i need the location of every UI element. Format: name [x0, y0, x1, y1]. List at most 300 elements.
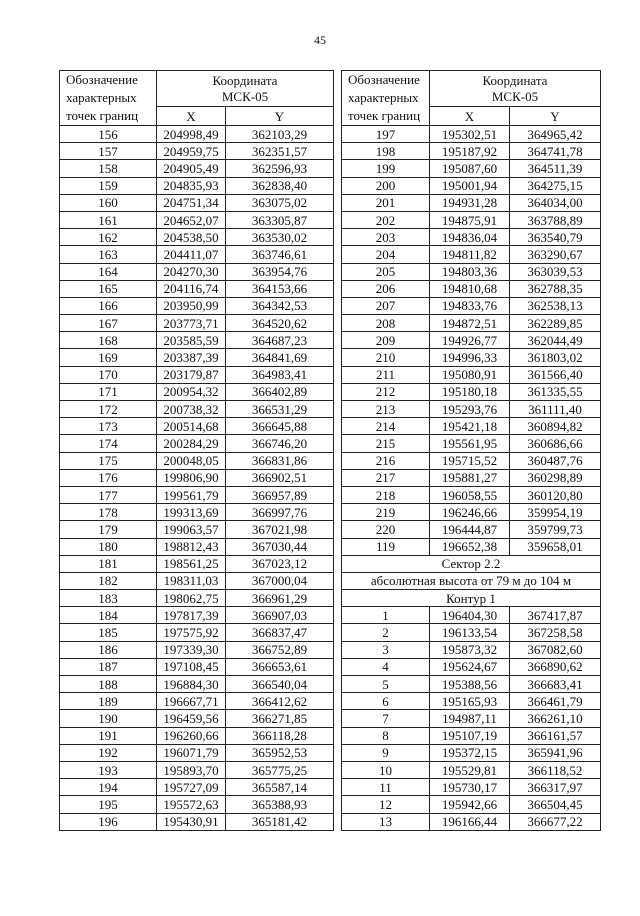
point-number: 169: [60, 349, 157, 366]
table-row: [342, 280, 601, 297]
table-row: [60, 504, 334, 521]
table-row: [60, 177, 334, 194]
table-row: [60, 349, 334, 366]
y-coordinate: 366461,79: [510, 693, 601, 710]
x-coordinate: 196071,79: [157, 744, 226, 761]
point-number: 208: [342, 315, 430, 332]
table-row: [60, 590, 334, 607]
table-row: [342, 126, 601, 143]
x-coordinate: 200738,32: [157, 401, 226, 418]
point-number: 206: [342, 280, 430, 297]
x-coordinate: 195881,27: [430, 469, 510, 486]
header-point-label: Обозначение характерных точек границ: [60, 71, 157, 126]
point-number: 186: [60, 641, 157, 658]
y-coordinate: 367000,04: [226, 572, 334, 589]
table-row: [60, 813, 334, 830]
point-number: 217: [342, 469, 430, 486]
point-number: 9: [342, 744, 430, 761]
x-coordinate: 198812,43: [157, 538, 226, 555]
table-row: [60, 469, 334, 486]
x-coordinate: 195302,51: [430, 126, 510, 143]
x-coordinate: 204959,75: [157, 143, 226, 160]
table-row: [60, 126, 334, 143]
table-row: [342, 710, 601, 727]
point-number: 218: [342, 486, 430, 503]
point-number: 182: [60, 572, 157, 589]
y-coordinate: 363746,61: [226, 246, 334, 263]
x-coordinate: 194875,91: [430, 211, 510, 228]
x-coordinate: 195942,66: [430, 796, 510, 813]
point-number: 180: [60, 538, 157, 555]
table-row: [60, 710, 334, 727]
table-row: [342, 435, 601, 452]
point-number: 198: [342, 143, 430, 160]
y-coordinate: 362838,40: [226, 177, 334, 194]
y-coordinate: 364841,69: [226, 349, 334, 366]
table-row: [342, 658, 601, 675]
x-coordinate: 194931,28: [430, 194, 510, 211]
point-number: 175: [60, 452, 157, 469]
y-coordinate: 364741,78: [510, 143, 601, 160]
x-coordinate: 198311,03: [157, 572, 226, 589]
point-number: 207: [342, 297, 430, 314]
table-row: [342, 452, 601, 469]
x-coordinate: 196459,56: [157, 710, 226, 727]
x-coordinate: 195180,18: [430, 383, 510, 400]
y-coordinate: 367023,12: [226, 555, 334, 572]
table-row: [342, 744, 601, 761]
x-coordinate: 200514,68: [157, 418, 226, 435]
point-number: 191: [60, 727, 157, 744]
y-coordinate: 366746,20: [226, 435, 334, 452]
y-coordinate: 366271,85: [226, 710, 334, 727]
y-coordinate: 363540,79: [510, 229, 601, 246]
point-number: 179: [60, 521, 157, 538]
point-number: 214: [342, 418, 430, 435]
table-row: [60, 761, 334, 778]
x-coordinate: 195873,32: [430, 641, 510, 658]
table-row: [60, 297, 334, 314]
y-coordinate: 361111,40: [510, 401, 601, 418]
point-number: 12: [342, 796, 430, 813]
y-coordinate: 367417,87: [510, 607, 601, 624]
y-coordinate: 366890,62: [510, 658, 601, 675]
y-coordinate: 362788,35: [510, 280, 601, 297]
x-coordinate: 199063,57: [157, 521, 226, 538]
x-coordinate: 195430,91: [157, 813, 226, 830]
y-coordinate: 362596,93: [226, 160, 334, 177]
x-coordinate: 203179,87: [157, 366, 226, 383]
header-coordinate: Координата МСК-05: [157, 71, 334, 107]
y-coordinate: 364153,66: [226, 280, 334, 297]
y-coordinate: 366540,04: [226, 676, 334, 693]
x-coordinate: 196246,66: [430, 504, 510, 521]
y-coordinate: 366317,97: [510, 779, 601, 796]
x-coordinate: 196260,66: [157, 727, 226, 744]
x-coordinate: 196444,87: [430, 521, 510, 538]
y-coordinate: 359799,73: [510, 521, 601, 538]
x-coordinate: 195715,52: [430, 452, 510, 469]
section-title: Сектор 2.2: [342, 555, 601, 572]
point-number: 161: [60, 211, 157, 228]
y-coordinate: 361566,40: [510, 366, 601, 383]
x-coordinate: 195727,09: [157, 779, 226, 796]
table-row: [342, 211, 601, 228]
table-row: [60, 366, 334, 383]
x-coordinate: 195372,15: [430, 744, 510, 761]
x-coordinate: 195087,60: [430, 160, 510, 177]
point-number: 2: [342, 624, 430, 641]
x-coordinate: 195893,70: [157, 761, 226, 778]
point-number: 178: [60, 504, 157, 521]
table-row: [60, 418, 334, 435]
table-row: [60, 246, 334, 263]
point-number: 212: [342, 383, 430, 400]
point-number: 185: [60, 624, 157, 641]
table-row: [342, 504, 601, 521]
point-number: 1: [342, 607, 430, 624]
x-coordinate: 194810,68: [430, 280, 510, 297]
point-number: 6: [342, 693, 430, 710]
y-coordinate: 363530,02: [226, 229, 334, 246]
table-row: [342, 263, 601, 280]
x-coordinate: 197817,39: [157, 607, 226, 624]
x-coordinate: 195293,76: [430, 401, 510, 418]
x-coordinate: 194872,51: [430, 315, 510, 332]
y-coordinate: 366837,47: [226, 624, 334, 641]
x-coordinate: 195529,81: [430, 761, 510, 778]
x-coordinate: 204905,49: [157, 160, 226, 177]
header-coordinate: Координата МСК-05: [430, 71, 601, 107]
header-y: Y: [510, 107, 601, 126]
point-number: 204: [342, 246, 430, 263]
point-number: 220: [342, 521, 430, 538]
x-coordinate: 200954,32: [157, 383, 226, 400]
y-coordinate: 364342,53: [226, 297, 334, 314]
page-number: 45: [314, 33, 326, 47]
x-coordinate: 199561,79: [157, 486, 226, 503]
x-coordinate: 194833,76: [430, 297, 510, 314]
y-coordinate: 366907,03: [226, 607, 334, 624]
y-coordinate: 364965,42: [510, 126, 601, 143]
x-coordinate: 194926,77: [430, 332, 510, 349]
y-coordinate: 366752,89: [226, 641, 334, 658]
y-coordinate: 366531,29: [226, 401, 334, 418]
point-number: 213: [342, 401, 430, 418]
y-coordinate: 359658,01: [510, 538, 601, 555]
header-x: X: [430, 107, 510, 126]
y-coordinate: 363305,87: [226, 211, 334, 228]
y-coordinate: 361803,02: [510, 349, 601, 366]
table-row: [342, 194, 601, 211]
table-row: [60, 641, 334, 658]
table-row: [342, 401, 601, 418]
y-coordinate: 365941,96: [510, 744, 601, 761]
point-number: 211: [342, 366, 430, 383]
x-coordinate: 197575,92: [157, 624, 226, 641]
point-number: 170: [60, 366, 157, 383]
point-number: 5: [342, 676, 430, 693]
point-number: 205: [342, 263, 430, 280]
y-coordinate: 366402,89: [226, 383, 334, 400]
table-row: [60, 796, 334, 813]
point-number: 168: [60, 332, 157, 349]
table-row: [60, 332, 334, 349]
x-coordinate: 204116,74: [157, 280, 226, 297]
y-coordinate: 363039,53: [510, 263, 601, 280]
x-coordinate: 194987,11: [430, 710, 510, 727]
x-coordinate: 197108,45: [157, 658, 226, 675]
x-coordinate: 195080,91: [430, 366, 510, 383]
table-row: [342, 779, 601, 796]
point-number: 176: [60, 469, 157, 486]
table-row: [60, 572, 334, 589]
y-coordinate: 365388,93: [226, 796, 334, 813]
x-coordinate: 195388,56: [430, 676, 510, 693]
point-number: 192: [60, 744, 157, 761]
y-coordinate: 362538,13: [510, 297, 601, 314]
y-coordinate: 366961,29: [226, 590, 334, 607]
x-coordinate: 203950,99: [157, 297, 226, 314]
y-coordinate: 366118,28: [226, 727, 334, 744]
table-row: [60, 521, 334, 538]
y-coordinate: 367082,60: [510, 641, 601, 658]
point-number: 181: [60, 555, 157, 572]
x-coordinate: 199313,69: [157, 504, 226, 521]
table-row: [60, 607, 334, 624]
y-coordinate: 362289,85: [510, 315, 601, 332]
y-coordinate: 364275,15: [510, 177, 601, 194]
point-number: 196: [60, 813, 157, 830]
table-row: [60, 744, 334, 761]
point-number: 163: [60, 246, 157, 263]
x-coordinate: 204538,50: [157, 229, 226, 246]
table-row: [60, 452, 334, 469]
x-coordinate: 195107,19: [430, 727, 510, 744]
y-coordinate: 360894,82: [510, 418, 601, 435]
point-number: 8: [342, 727, 430, 744]
point-number: 164: [60, 263, 157, 280]
point-number: 190: [60, 710, 157, 727]
point-number: 171: [60, 383, 157, 400]
x-coordinate: 203773,71: [157, 315, 226, 332]
x-coordinate: 204835,93: [157, 177, 226, 194]
table-row: [60, 315, 334, 332]
point-number: 184: [60, 607, 157, 624]
x-coordinate: 203387,39: [157, 349, 226, 366]
table-row: [342, 246, 601, 263]
table-row: [342, 332, 601, 349]
header-x: X: [157, 107, 226, 126]
y-coordinate: 363075,02: [226, 194, 334, 211]
x-coordinate: 194811,82: [430, 246, 510, 263]
table-row: [342, 315, 601, 332]
coordinates-table-right: [341, 70, 601, 831]
x-coordinate: 195187,92: [430, 143, 510, 160]
header-point-label: Обозначение характерных точек границ: [342, 71, 430, 126]
x-coordinate: 198561,25: [157, 555, 226, 572]
y-coordinate: 366118,52: [510, 761, 601, 778]
table-row: [342, 486, 601, 503]
y-coordinate: 366412,62: [226, 693, 334, 710]
y-coordinate: 364983,41: [226, 366, 334, 383]
point-number: 215: [342, 435, 430, 452]
point-number: 173: [60, 418, 157, 435]
point-number: 11: [342, 779, 430, 796]
point-number: 13: [342, 813, 430, 830]
y-coordinate: 366653,61: [226, 658, 334, 675]
y-coordinate: 362351,57: [226, 143, 334, 160]
x-coordinate: 200284,29: [157, 435, 226, 452]
table-row: [342, 469, 601, 486]
table-row: [60, 229, 334, 246]
x-coordinate: 194996,33: [430, 349, 510, 366]
contour-title: Контур 1: [342, 590, 601, 607]
point-number: 157: [60, 143, 157, 160]
x-coordinate: 195730,17: [430, 779, 510, 796]
point-number: 4: [342, 658, 430, 675]
x-coordinate: 194803,36: [430, 263, 510, 280]
point-number: 177: [60, 486, 157, 503]
coordinates-table-left: [59, 70, 334, 831]
point-number: 165: [60, 280, 157, 297]
table-row: [60, 658, 334, 675]
table-row: [342, 693, 601, 710]
point-number: 216: [342, 452, 430, 469]
y-coordinate: 360487,76: [510, 452, 601, 469]
y-coordinate: 367258,58: [510, 624, 601, 641]
point-number: 167: [60, 315, 157, 332]
y-coordinate: 366645,88: [226, 418, 334, 435]
point-number: 3: [342, 641, 430, 658]
y-coordinate: 366902,51: [226, 469, 334, 486]
x-coordinate: 198062,75: [157, 590, 226, 607]
table-row: [342, 418, 601, 435]
x-coordinate: 196652,38: [430, 538, 510, 555]
point-number: 166: [60, 297, 157, 314]
point-number: 209: [342, 332, 430, 349]
point-number: 158: [60, 160, 157, 177]
table-row: [60, 435, 334, 452]
point-number: 194: [60, 779, 157, 796]
table-row: [342, 177, 601, 194]
point-number: 203: [342, 229, 430, 246]
x-coordinate: 195165,93: [430, 693, 510, 710]
x-coordinate: 196058,55: [430, 486, 510, 503]
point-number: 183: [60, 590, 157, 607]
table-row: [342, 624, 601, 641]
section-altitude: абсолютная высота от 79 м до 104 м: [342, 572, 601, 589]
x-coordinate: 195421,18: [430, 418, 510, 435]
point-number: 189: [60, 693, 157, 710]
table-row: [60, 779, 334, 796]
point-number: 119: [342, 538, 430, 555]
point-number: 7: [342, 710, 430, 727]
y-coordinate: 366261,10: [510, 710, 601, 727]
table-row: [342, 349, 601, 366]
x-coordinate: 204270,30: [157, 263, 226, 280]
point-number: 193: [60, 761, 157, 778]
table-row: [60, 693, 334, 710]
x-coordinate: 204652,07: [157, 211, 226, 228]
table-row: [342, 538, 601, 555]
table-row: [342, 143, 601, 160]
y-coordinate: 363290,67: [510, 246, 601, 263]
table-row: [342, 383, 601, 400]
table-row: [342, 796, 601, 813]
y-coordinate: 361335,55: [510, 383, 601, 400]
x-coordinate: 195624,67: [430, 658, 510, 675]
x-coordinate: 196667,71: [157, 693, 226, 710]
point-number: 10: [342, 761, 430, 778]
y-coordinate: 360298,89: [510, 469, 601, 486]
header-y: Y: [226, 107, 334, 126]
x-coordinate: 195001,94: [430, 177, 510, 194]
x-coordinate: 194836,04: [430, 229, 510, 246]
y-coordinate: 363954,76: [226, 263, 334, 280]
x-coordinate: 197339,30: [157, 641, 226, 658]
y-coordinate: 367030,44: [226, 538, 334, 555]
y-coordinate: 360686,66: [510, 435, 601, 452]
y-coordinate: 366677,22: [510, 813, 601, 830]
table-row: [60, 538, 334, 555]
y-coordinate: 364687,23: [226, 332, 334, 349]
table-row: [60, 280, 334, 297]
table-row: [342, 761, 601, 778]
y-coordinate: 362044,49: [510, 332, 601, 349]
table-row: [60, 194, 334, 211]
table-row: [60, 486, 334, 503]
x-coordinate: 196404,30: [430, 607, 510, 624]
table-row: [60, 160, 334, 177]
y-coordinate: 366831,86: [226, 452, 334, 469]
table-row: [342, 521, 601, 538]
y-coordinate: 365181,42: [226, 813, 334, 830]
x-coordinate: 203585,59: [157, 332, 226, 349]
table-row: [60, 624, 334, 641]
y-coordinate: 365952,53: [226, 744, 334, 761]
y-coordinate: 360120,80: [510, 486, 601, 503]
y-coordinate: 366957,89: [226, 486, 334, 503]
table-row: [342, 727, 601, 744]
x-coordinate: 199806,90: [157, 469, 226, 486]
x-coordinate: 196166,44: [430, 813, 510, 830]
table-row: [342, 641, 601, 658]
table-row: [60, 676, 334, 693]
point-number: 219: [342, 504, 430, 521]
x-coordinate: 196884,30: [157, 676, 226, 693]
y-coordinate: 366161,57: [510, 727, 601, 744]
y-coordinate: 364520,62: [226, 315, 334, 332]
y-coordinate: 363788,89: [510, 211, 601, 228]
x-coordinate: 200048,05: [157, 452, 226, 469]
y-coordinate: 366997,76: [226, 504, 334, 521]
y-coordinate: 365775,25: [226, 761, 334, 778]
x-coordinate: 196133,54: [430, 624, 510, 641]
table-row: [342, 297, 601, 314]
point-number: 200: [342, 177, 430, 194]
point-number: 199: [342, 160, 430, 177]
y-coordinate: 362103,29: [226, 126, 334, 143]
table-row: [60, 401, 334, 418]
point-number: 188: [60, 676, 157, 693]
table-row: [60, 211, 334, 228]
point-number: 174: [60, 435, 157, 452]
y-coordinate: 366683,41: [510, 676, 601, 693]
table-row: [342, 813, 601, 830]
y-coordinate: 364511,39: [510, 160, 601, 177]
point-number: 159: [60, 177, 157, 194]
